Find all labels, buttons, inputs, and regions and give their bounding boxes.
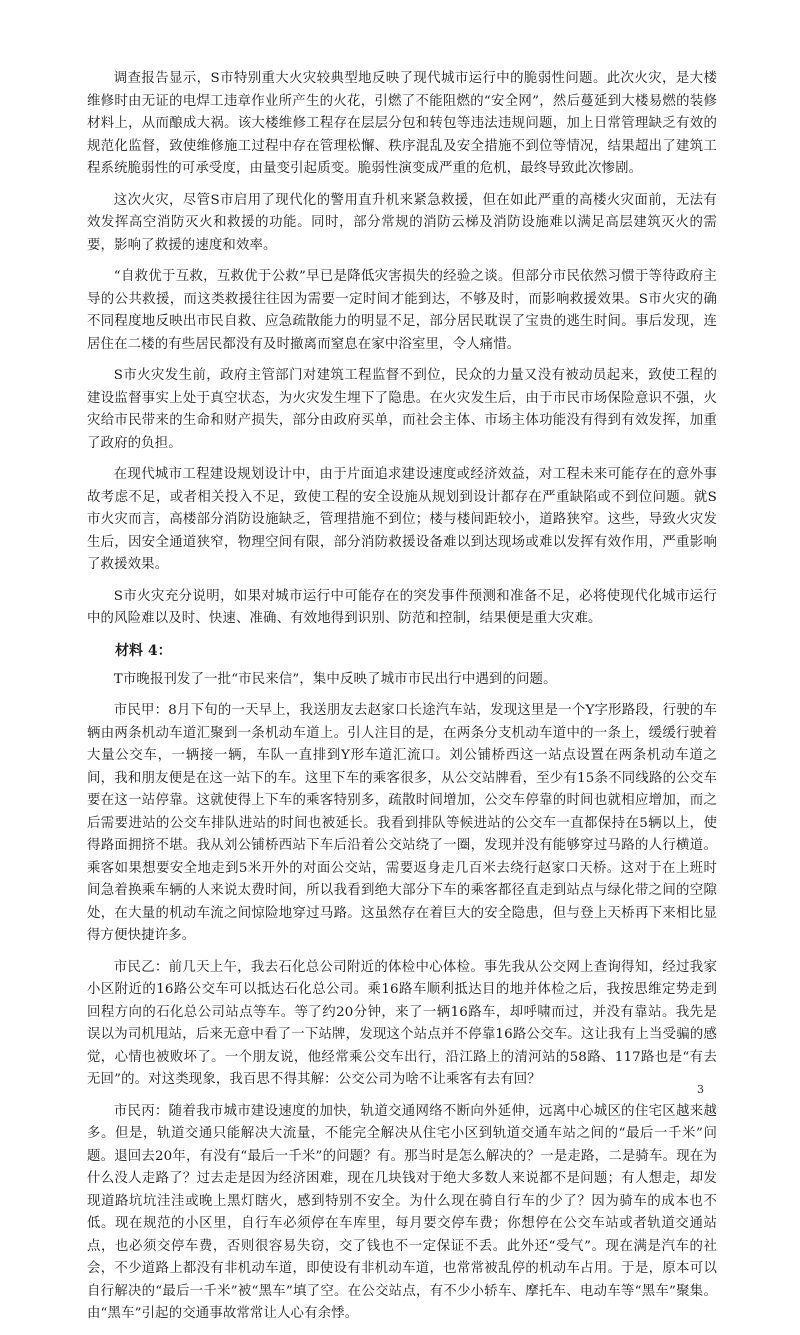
- paragraph: 市民甲：8月下旬的一天早上，我送朋友去赵家口长途汽车站，发现这里是一个Y字形路段，行驶的车辆由两条机动车道汇聚到一条机动车道上。引人注目的是，在两条分支机动车道中的一条上，缓缓行驶着大量公交车，一辆接一辆，车队一直排到Y形车道汇流口。刘公铺桥西这一站点设置在两条机动车道之间，我和朋友便是在这一站下的车。这里下车的乘客很多，从公交站牌看，至少有15条不同线路的公交车要在这一站停靠。这就使得上下车的乘客特别多，疏散时间增加，公交车停靠的时间也就相应增加，而之后需要进站的公交车排队进站的时间也被延长。我看到排队等候进站的公交车一直都保持在5辆以上，使得路面拥挤不堪。我从刘公铺桥西站下车后沿着公交站绕了一圈，发现并没有能够穿过马路的人行横道。乘客如果想要安全地走到5米开外的对面公交站，需要返身走几百米去绕行赵家口天桥。这对于在上班时间急着换乘车辆的人来说太费时间，所以我看到绝大部分下车的乘客都径直走到站点与绿化带之间的空隙处，在大量的机动车流之间惊险地穿过马路。这虽然存在着巨大的安全隐患，但与登上天桥再下来相比显得方便快捷许多。: [87, 703, 717, 943]
- section-heading: 材料 4：: [115, 642, 172, 659]
- page-number: 3: [697, 1083, 704, 1096]
- paragraph: 市民丙：随着我市城市建设速度的加快，轨道交通网络不断向外延伸，远离中心城区的住宅区越来越多。但是，轨道交通只能解决大流量，不能完全解决从住宅小区到轨道交通车站之间的“最后一千米”问题。退回去20年，有没有“最后一千米”的问题？有。那当时是怎么解决的？一是走路，二是骑车。现在为什么没人走路了？过去走是因为经济困难，现在几块钱对于绝大多数人来说都不是问题；有人想走，却发现道路坑坑洼洼或晚上黑灯瞎火，感到特别不安全。为什么现在骑自行车的少了？因为骑车的成本也不低。现在规范的小区里，自行车必须停在车库里，每月要交停车费；你想停在公交车站或者轨道交通站点，也必须交停车费，否则很容易失窃，交了钱也不一定保证不丢。此外还“受气”。现在满是汽车的社会，不少道路上都没有非机动车道，即使设有非机动车道，也常常被乱停的机动车占用。于是，原本可以自行解决的“最后一千米”被“黑车”填了空。在公交站点，有不少小轿车、摩托车、电动车等“黑车”聚集。由“黑车”引起的交通事故常常让人心有余悸。: [87, 1103, 717, 1321]
- paragraph: S市火灾充分说明，如果对城市运行中可能存在的突发事件预测和准备不足，必将使现代化城市运行中的风险难以及时、快速、准确、有效地得到识别、防范和控制，结果便是重大灾难。: [87, 588, 717, 626]
- paragraph: S市火灾发生前，政府主管部门对建筑工程监督不到位，民众的力量又没有被动员起来，致使工程的建设监督事实上处于真空状态，为火灾发生埋下了隐患。在火灾发生后，由于市民市场保险意识不强，火灾给市民带来的生命和财产损失，部分由政府买单，而社会主体、市场主体功能没有得到有效发挥，加重了政府的负担。: [87, 368, 717, 451]
- paragraph: “自救优于互救，互救优于公救”早已是降低灾害损失的经验之谈。但部分市民依然习惯于等待政府主导的公共救援，而这类救援往往因为需要一定时间才能到达，不够及时，而影响救援效果。S市火灾的确不同程度地反映出市民自救、应急疏散能力的明显不足，部分居民耽误了宝贵的逃生时间。事后发现，连居住在二楼的有些居民都没有及时撤离而窒息在家中浴室里，令人痛惜。: [87, 269, 717, 352]
- paragraph: 市民乙：前几天上午，我去石化总公司附近的体检中心体检。事先我从公交网上查询得知，经过我家小区附近的16路公交车可以抵达石化总公司。乘16路车顺利抵达目的地并体检之后，我按思维定势走到回程方向的石化总公司站点等车。等了约20分钟，来了一辆16路车，却呼啸而过，并没有靠站。我先是误以为司机甩站，后来无意中看了一下站牌，发现这个站点并不停靠16路公交车。这让我有上当受骗的感觉，心情也被败坏了。一个朋友说，他经常乘公交车出行，沿江路上的清河站的58路、117路也是“有去无回”的。对这类现象，我百思不得其解：公交公司为啥不让乘客有去有回？: [87, 959, 717, 1087]
- paragraph: T市晚报刊发了一批“市民来信”，集中反映了城市市民出行中遇到的问题。: [113, 671, 557, 687]
- paragraph: 在现代城市工程建设规划设计中，由于片面追求建设速度或经济效益，对工程未来可能存在的意外事故考虑不足，或者相关投入不足，致使工程的安全设施从规划到设计都存在严重缺陷或不到位问题。就S市火灾而言，高楼部分消防设施缺乏，管理措施不到位；楼与楼间距较小，道路狭窄。这些，导致火灾发生后，因安全通道狭窄，物理空间有限，部分消防救援设备难以到达现场或难以发挥有效作用，严重影响了救援效果。: [87, 467, 717, 572]
- paragraph: 这次火灾，尽管S市启用了现代化的警用直升机来紧急救援，但在如此严重的高楼火灾面前，无法有效发挥高空消防灭火和救援的功能。同时，部分常规的消防云梯及消防设施难以满足高层建筑灭火的需要，影响了救援的速度和效率。: [87, 192, 717, 253]
- paragraph: 调查报告显示，S市特别重大火灾较典型地反映了现代城市运行中的脆弱性问题。此次火灾，是大楼维修时由无证的电焊工违章作业所产生的火花，引燃了不能阻燃的“安全网”，然后蔓延到大楼易燃的装修材料上，从而酿成大祸。该大楼维修工程存在层层分包和转包等违法违规问题，加上日常管理缺乏有效的规范化监督，致使维修施工过程中存在管理松懈、秩序混乱及安全措施不到位等情况，结果超出了建筑工程系统脆弱性的可承受度，由量变引起质变。脆弱性演变成严重的危机，最终导致此次惨剧。: [87, 71, 717, 176]
- document-page: [87, 68, 717, 1335]
